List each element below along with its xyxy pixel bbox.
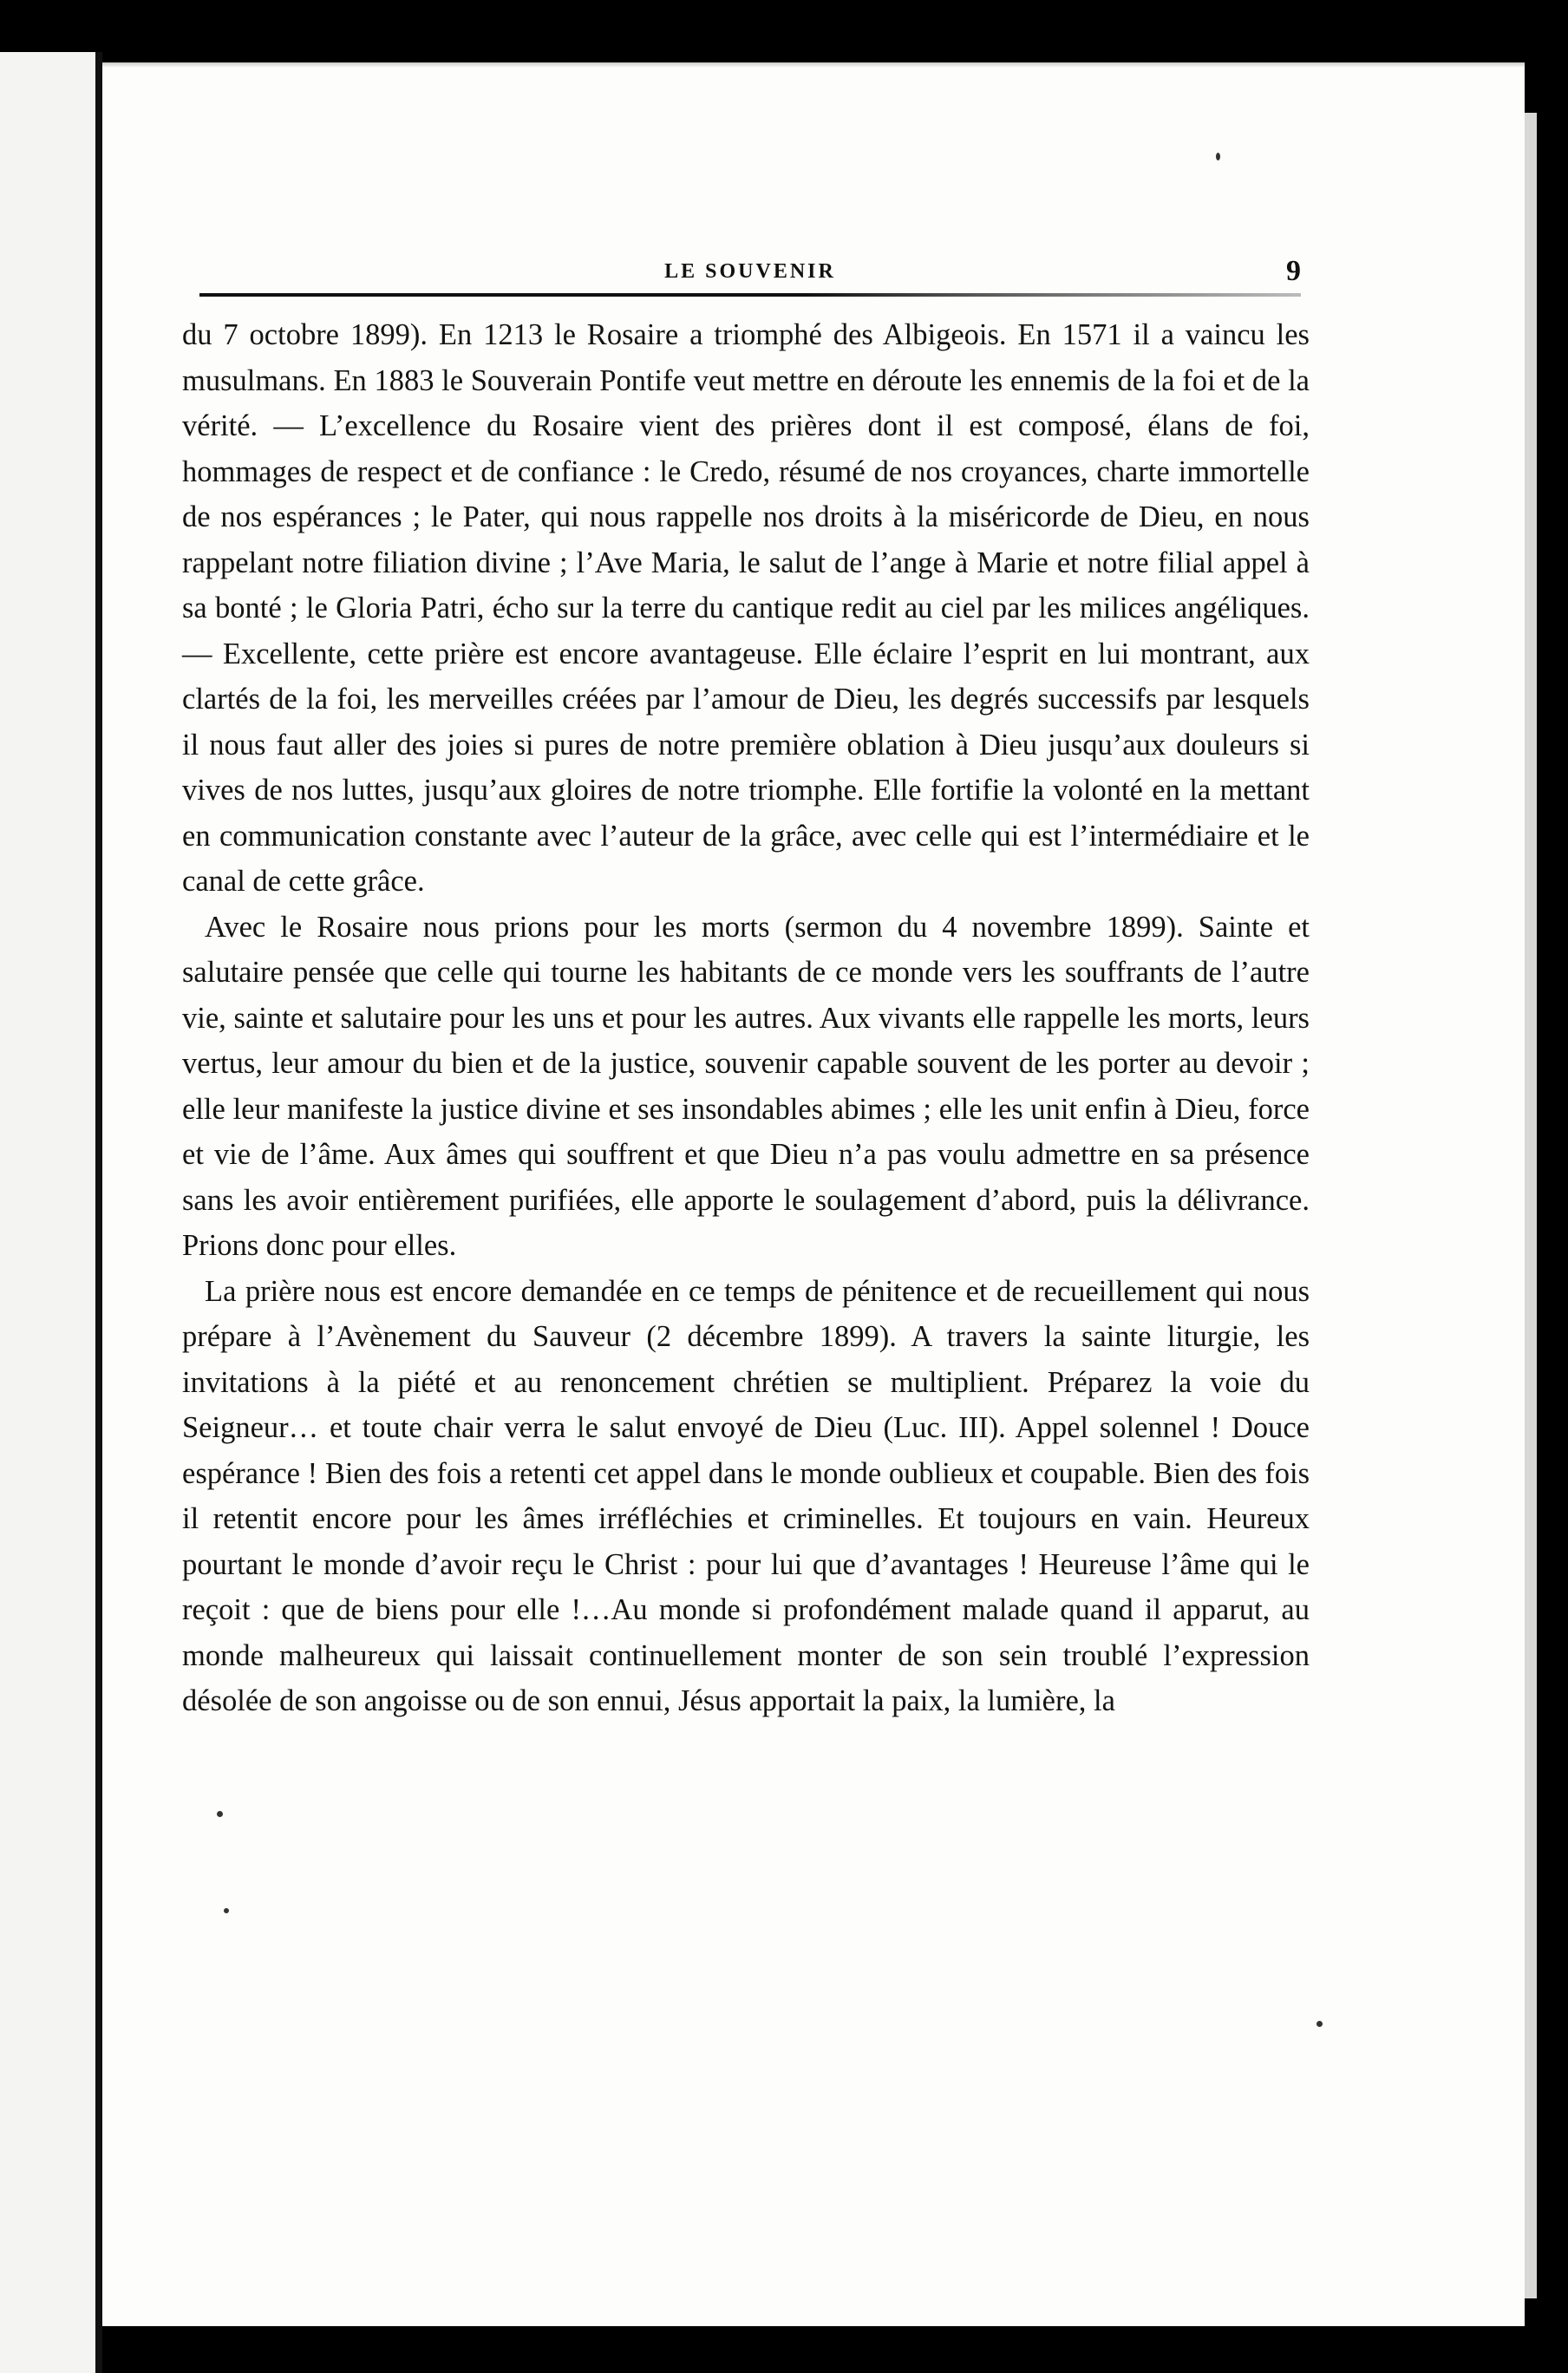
facing-page-edge	[0, 52, 102, 2373]
page-number: 9	[1286, 255, 1301, 287]
dust-speck	[1216, 153, 1220, 160]
dust-speck	[1316, 2021, 1323, 2027]
page-header	[199, 255, 1301, 295]
paragraph-morts: Avec le Rosaire nous prions pour les morts (sermon du 4 novembre 1899). Sainte et salutaire pensée que celle qui tourne les habitants de ce monde vers les souffrants de l’autre vie, sainte et salutaire pour les uns et pour les autres. Aux vivants elle rappelle les morts, leurs vertus, leur amour du bien et de la justice, souvenir capable souvent de les porter au devoir ; elle leur manifeste la justice divine et ses insondables abimes ; elle les unit enfin à Dieu, force et vie de l’âme. Aux âmes qui souffrent et que Dieu n’a pas voulu admettre en sa présence sans les avoir entièrement purifiées, elle apporte le soulagement d’abord, puis la délivrance. Prions donc pour elles.	[182, 910, 1310, 1262]
paragraph-avent: La prière nous est encore demandée en ce temps de pénitence et de recueillement qui nous prépare à l’Avènement du Sauveur (2 décembre 1899). A travers la sainte liturgie, les invitations à la piété et au renoncement chrétien se multiplient. Préparez la voie du Seigneur… et toute chair verra le salut envoyé de Dieu (Luc. III). Appel solennel ! Douce espérance ! Bien des fois a retenti cet appel dans le monde oublieux et coupable. Bien des fois il retentit encore pour les âmes irréfléchies et criminelles. Et toujours en vain. Heureux pourtant le monde d’avoir reçu le Christ : pour lui que d’avantages ! Heureuse l’âme qui le reçoit : que de biens pour elle !…Au monde si profondément malade quand il apparut, au monde malheureux qui laissait continuellement monter de son sein troublé l’expression désolée de son angoisse ou de son ennui, Jésus apportait la paix, la lumière, la	[182, 1274, 1310, 1717]
running-title: LE SOUVENIR	[664, 260, 836, 283]
paragraph-rosaire: du 7 octobre 1899). En 1213 le Rosaire a triomphé des Albigeois. En 1571 il a vaincu les musulmans. En 1883 le Souverain Pontife veut mettre en déroute les ennemis de la foi et de la vérité. — L’excellence du Rosaire vient des prières dont il est composé, élans de foi, hommages de respect et de confiance : le Credo, résumé de nos croyances, charte immortelle de nos espérances ; le Pater, qui nous rappelle nos droits à la miséricorde de Dieu, en nous rappelant notre filiation divine ; l’Ave Maria, le salut de l’ange à Marie et notre filial appel à sa bonté ; le Gloria Patri, écho sur la terre du cantique redit au ciel par les milices angéliques. — Excellente, cette prière est encore avantageuse. Elle éclaire l’esprit en lui montrant, aux clartés de la foi, les merveilles créées par l’amour de Dieu, les degrés successifs par lesquels il nous faut aller des joies si pures de notre première oblation à Dieu jusqu’aux douleurs si vives de nos luttes, jusqu’aux gloires de notre triomphe. Elle fortifie la volonté en la mettant en communication constante avec l’auteur de la grâce, avec celle qui est l’intermédiaire et le canal de cette grâce.	[182, 318, 1310, 898]
dust-speck	[217, 1811, 223, 1817]
article-body	[182, 312, 1310, 1724]
header-rule	[199, 293, 1301, 297]
dust-speck	[224, 1908, 229, 1913]
